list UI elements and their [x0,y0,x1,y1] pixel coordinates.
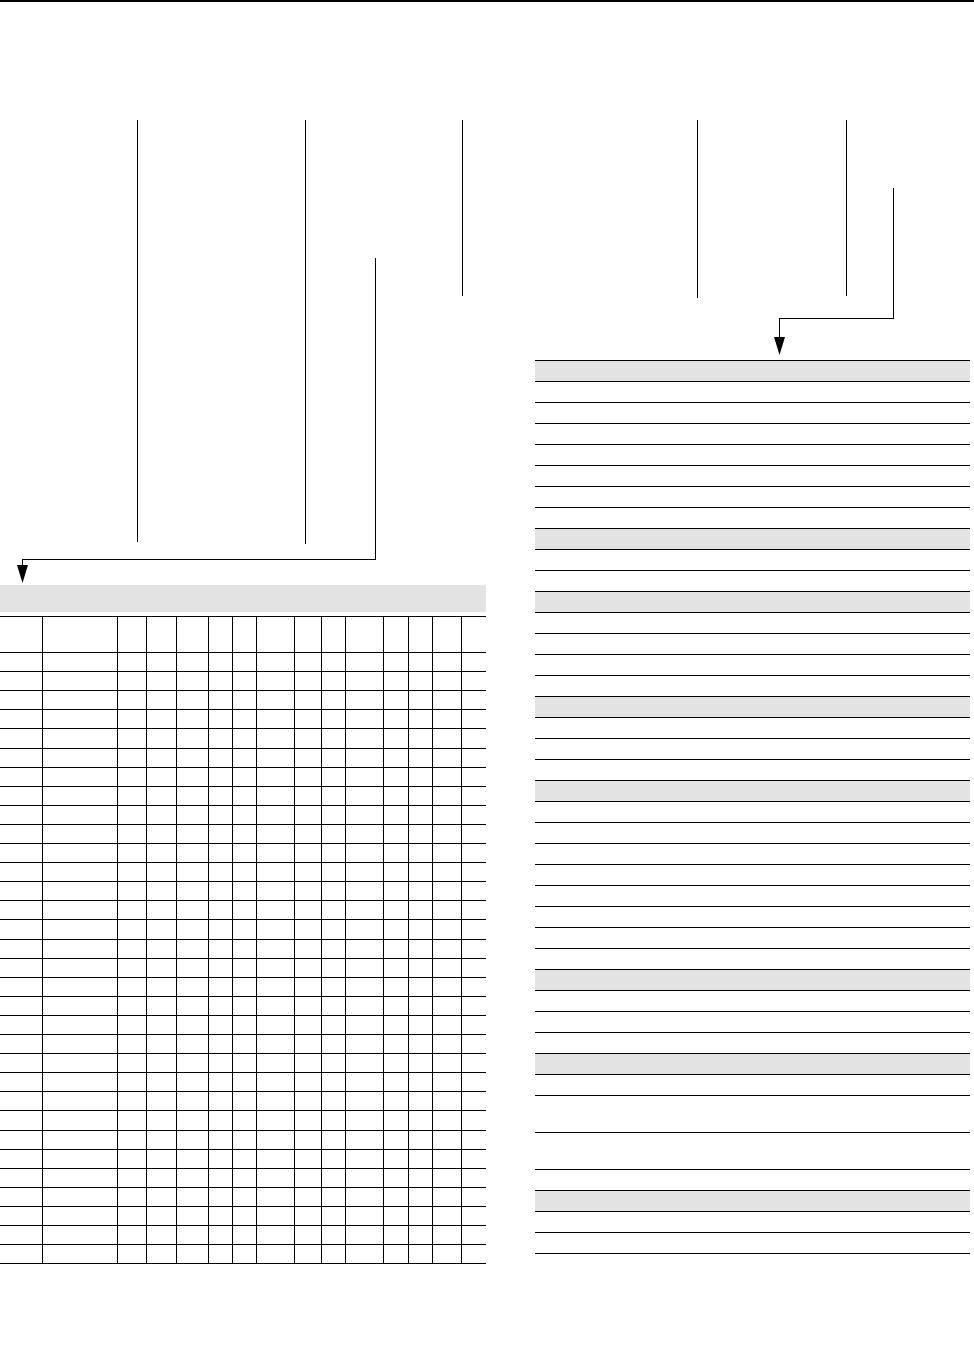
spec-row [535,655,970,676]
spec-section-header [535,1054,970,1075]
spec-section-header [535,1191,970,1212]
spec-row [535,550,970,571]
spec-section-header [535,697,970,718]
spec-row [535,1233,970,1254]
spec-row [535,466,970,487]
spec-row [535,424,970,445]
spec-row [535,802,970,823]
spec-row [535,1096,970,1133]
spec-section-header [535,781,970,802]
leader-line-to-spec [780,188,894,338]
spec-section-header [535,361,970,382]
leader-line-to-grid [23,258,376,566]
spec-row [535,508,970,529]
spec-row [535,865,970,886]
spec-row [535,1033,970,1054]
spec-row [535,949,970,970]
spec-row [535,571,970,592]
spec-section-header [535,970,970,991]
spec-row [535,445,970,466]
spec-row [535,1212,970,1233]
spec-row [535,886,970,907]
spec-row [535,1012,970,1033]
spec-row [535,991,970,1012]
spec-row [535,1075,970,1096]
spec-row [535,760,970,781]
spec-row [535,844,970,865]
spec-row [535,907,970,928]
spec-row [535,928,970,949]
spec-row [535,1133,970,1170]
spec-section-header [535,529,970,550]
spec-row [535,823,970,844]
spec-row [535,613,970,634]
arrowhead-down-icon [17,565,28,583]
spec-row [535,634,970,655]
spec-row [535,403,970,424]
spec-row [535,676,970,697]
spec-section-header [535,592,970,613]
spec-row [535,382,970,403]
arrowhead-down-icon [774,337,785,355]
spec-row [535,1170,970,1191]
spec-row [535,739,970,760]
spec-row [535,487,970,508]
grid-table-lines [0,585,486,1265]
spec-row [535,718,970,739]
